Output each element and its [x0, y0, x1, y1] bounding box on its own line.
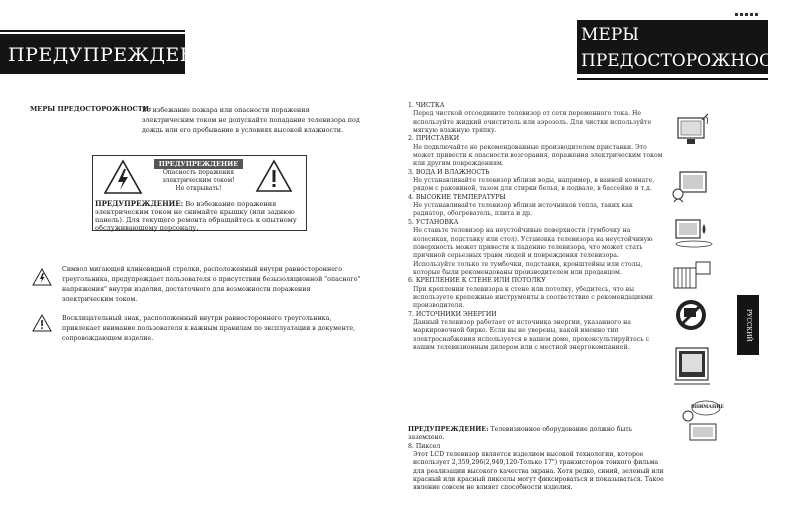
list-item: 1. ЧИСТКА Перед чисткой отсоедините телевизор от сети переменного тока. Не используйте жидкий очиститель или аэрозоль. Для чистки используйте мягкую влажную тряпку.: [408, 102, 652, 135]
lightning-warning-icon: [103, 159, 143, 195]
corner-marks: [734, 2, 762, 18]
grounding-warning: [408, 425, 670, 443]
left-banner-title: ПРЕДУПРЕЖДЕНИЕ: [8, 44, 229, 66]
lightning-symbol-description: Символ мигающей клиновидной стрелки, расположенный внутри равностороннего треугольника, предупреждает пользователя о присутствии безызоляционной "опасного" напряжения" внутри изделия, достаточного для возможности поражения электрическим током.: [62, 266, 361, 303]
heat-source-illustration: [672, 258, 712, 292]
no-unstable-placement-icon: [674, 298, 708, 332]
intro-label: МЕРЫ ПРЕДОСТОРОЖНОСТИ:: [30, 105, 152, 113]
cleaning-tv-illustration: [672, 112, 712, 152]
list-item: 4. ВЫСОКИЕ ТЕМПЕРАТУРЫ Не устанавливайте телевизор вблизи источников тепла, таких как радиатор, обогреватель, плита и др.: [408, 193, 633, 218]
grounding-and-pixel-section: [408, 425, 670, 493]
warning-box-head: ПРЕДУПРЕЖДЕНИЕ: [154, 159, 243, 169]
warning-box-line1: Опасность поражения: [162, 169, 235, 176]
banner-top-stripe: [0, 30, 185, 32]
left-banner: [0, 34, 229, 74]
left-page: [0, 0, 384, 521]
list-item: 7. ИСТОЧНИКИ ЭНЕРГИИ Данный телевизор работает от источника энергии, указанного на маркировочной бирке. Если вы не уверены, какой именно тип электроснабжения используется в вашем доме, проконсультируйтесь с вашим телевизионным дилером или с местной энергокомпанией.: [408, 310, 649, 351]
list-item: 6. КРЕПЛЕНИЕ К СТЕНЕ ИЛИ ПОТОЛКУ При креплении телевизора к стене или потолку, убедитесь, что вы используете крепежные инструменты в соответствие с рекомендациями производителя.: [408, 277, 653, 310]
intro-text: Во избежание пожара или опасности поражения электрическим током не допускайте попадание телевизора под дождь или его пребывание в условиях высокой влажности.: [142, 106, 360, 134]
list-item: 3. ВОДА И ВЛАЖНОСТЬ Не устанавливайте телевизор вблизи воды, например, в ванной комнате, рядом с раковиной, тазом для стирки белья, в подвале, в бассейне и т.д.: [408, 168, 655, 193]
list-item: 5. УСТАНОВКА Не ставьте телевизор на неустойчивые поверхности (тумбочку на колесиках, подставку или стол). Установка телевизора на неустойчивую поверхность может привести к падению телевизора, что может стать причиной серьезных травм людей и повреждения телевизора. Используйте только те тумбочки, подставки, кронштейны или столы, которые были рекомендованы производителем или продавцом.: [408, 218, 653, 276]
warning-box-center: [154, 159, 243, 193]
precautions-list: [408, 102, 663, 352]
grounding-warning-text: Телевизионное оборудование должно быть заземлено.: [408, 426, 633, 442]
wall-mount-illustration: [672, 346, 712, 390]
warning-box-bottom: [95, 200, 304, 232]
exclamation-triangle-icon: [32, 314, 52, 332]
grounding-warning-label: ПРЕДУПРЕЖДЕНИЕ:: [408, 425, 489, 433]
warning-box: [92, 155, 307, 231]
warning-box-bottom-label: ПРЕДУПРЕЖДЕНИЕ:: [95, 199, 184, 208]
list-item: 2. ПРИСТАВКИ Не подключайте не рекомендованные производителем приставки. Это может привести к опасности возгорания, поражения электрическим током или другим повреждениям.: [408, 135, 663, 168]
water-moisture-illustration: [672, 218, 716, 248]
caution-bubble-text: ВНИМАНИЕ: [691, 405, 724, 410]
warning-box-line2: электрическим током!: [162, 177, 235, 184]
warning-box-bottom-text: Во избежание поражения электрическим током не снимайте крышку (или заднюю панель). Для текущего ремонта обращайтесь к опытному обслуживающему персоналу.: [95, 200, 297, 232]
exclamation-warning-icon: [255, 159, 293, 193]
pixel-text: Этот LCD телевизор является изделием высокой технологии, которое использует 2,359,296(2,949,120-Только 17") транзисторов тонкого фильма для реализации высокого качества экрана. Хотя редко, синий, зеленый или красный или красный пикселы могут фиксироваться и показываться. Такое явление совсем не влияет способности изделия.: [413, 451, 664, 492]
pixel-title: 8. Пиксел: [408, 442, 441, 450]
warning-box-line3: Не открывать!: [175, 185, 222, 192]
attachments-illustration: [670, 168, 714, 206]
language-tab: РУССКИЙ: [737, 295, 759, 355]
lightning-triangle-icon: [32, 268, 52, 286]
right-banner: [577, 20, 798, 74]
banner-bottom-stripe: [577, 78, 768, 80]
right-banner-title: МЕРЫ ПРЕДОСТОРОЖНОСТИ: [581, 25, 798, 71]
exclamation-symbol-description: Восклицательный знак, расположенный внутри равностороннего треугольника, привлекает внимание пользователя к важным правилам по эксплуатации в документе, сопровождающем изделие.: [62, 315, 356, 342]
